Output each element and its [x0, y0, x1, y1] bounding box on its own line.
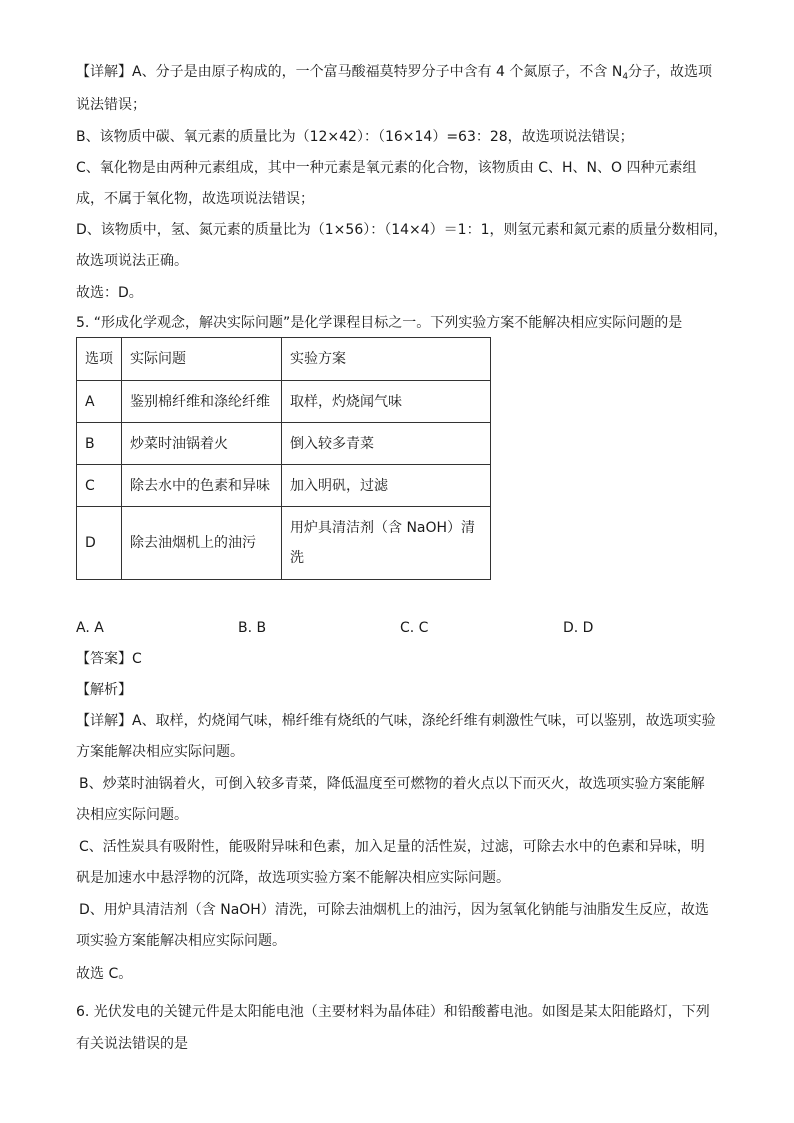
q5-detail-line: D、用炉具清洁剂（含 NaOH）清洗，可除去油烟机上的油污，因为氢氧化钠能与油脂发生反应，故选: [79, 902, 709, 918]
table-cell: 倒入较多青菜: [282, 423, 491, 465]
q5-detail-line: 决相应实际问题。: [76, 807, 188, 823]
q4-detail-line-2: 说法错误；: [76, 97, 146, 113]
table-cell: 取样，灼烧闻气味: [282, 381, 491, 423]
q5-stem: 5. “形成化学观念，解决实际问题”是化学课程目标之一。下列实验方案不能解决相应实际问题的是: [76, 315, 683, 331]
q5-detail-line: 矾是加速水中悬浮物的沉降，故选项实验方案不能解决相应实际问题。: [76, 870, 510, 886]
q6-stem-line-1: 6. 光伏发电的关键元件是太阳能电池（主要材料为晶体硅）和铅酸蓄电池。如图是某太阳能路灯，下列: [76, 1004, 710, 1020]
q6-stem-line-2: 有关说法错误的是: [76, 1036, 188, 1052]
q4-detail-line-3: B、该物质中碳、氧元素的质量比为（12×42）：（16×14）=63：28，故选项说法错误；: [76, 129, 634, 145]
q5-detail-line: 【详解】A、取样，灼烧闻气味，棉纤维有烧纸的气味，涤纶纤维有刺激性气味，可以鉴别，故选项实验: [76, 713, 716, 729]
q4-detail-text-tail: 分子，故选项: [628, 64, 713, 80]
table-cell: 用炉具清洁剂（含 NaOH）清洗: [282, 507, 491, 580]
table-row: [77, 381, 491, 423]
option-c: C. C: [400, 620, 429, 636]
option-d: D. D: [563, 620, 594, 636]
table-cell: C: [77, 465, 122, 507]
table-header-row: [77, 338, 491, 381]
table-cell: B: [77, 423, 122, 465]
q4-detail-line-6: D、该物质中，氢、氮元素的质量比为（1×56）：（14×4）＝1：1，则氢元素和氮元素的质量分数相同，: [76, 222, 728, 238]
table-cell: 鉴别棉纤维和涤纶纤维: [122, 381, 282, 423]
q5-experiment-table: [76, 337, 491, 580]
table-row: [77, 423, 491, 465]
q5-answer: 【答案】C: [76, 651, 142, 667]
q4-detail-text: 【详解】A、分子是由原子构成的，一个富马酸福莫特罗分子中含有 4 个氮原子，不含 N: [76, 64, 623, 80]
table-cell: A: [77, 381, 122, 423]
table-row: [77, 465, 491, 507]
table-row: [77, 507, 491, 580]
q4-detail-line-1: [76, 62, 712, 82]
q5-analysis-label: 【解析】: [76, 682, 132, 698]
option-a: A. A: [76, 620, 104, 636]
table-header-cell: 实际问题: [122, 338, 282, 381]
table-cell: 除去水中的色素和异味: [122, 465, 282, 507]
q4-answer-line: 故选：D。: [76, 285, 143, 301]
q5-detail-line: 项实验方案能解决相应实际问题。: [76, 933, 286, 949]
subscript: 4: [622, 72, 629, 82]
table-header-cell: 选项: [77, 338, 122, 381]
q5-detail-line: 方案能解决相应实际问题。: [76, 744, 244, 760]
q4-detail-line-5: 成，不属于氧化物，故选项说法错误；: [76, 191, 314, 207]
q5-detail-line: C、活性炭具有吸附性，能吸附异味和色素，加入足量的活性炭，过滤，可除去水中的色素和异味，明: [79, 839, 705, 855]
table-header-cell: 实验方案: [282, 338, 491, 381]
q5-detail-line: B、炒菜时油锅着火，可倒入较多青菜，降低温度至可燃物的着火点以下而灭火，故选项实验方案能解: [79, 776, 705, 792]
q4-detail-line-7: 故选项说法正确。: [76, 253, 188, 269]
table-cell: 除去油烟机上的油污: [122, 507, 282, 580]
option-b: B. B: [238, 620, 267, 636]
q4-detail-line-4: C、氧化物是由两种元素组成，其中一种元素是氧元素的化合物，该物质由 C、H、N、O 四种元素组: [76, 160, 697, 176]
table-cell: 加入明矾，过滤: [282, 465, 491, 507]
table-cell: 炒菜时油锅着火: [122, 423, 282, 465]
table-cell: D: [77, 507, 122, 580]
q5-answer-line: 故选 C。: [76, 966, 133, 982]
